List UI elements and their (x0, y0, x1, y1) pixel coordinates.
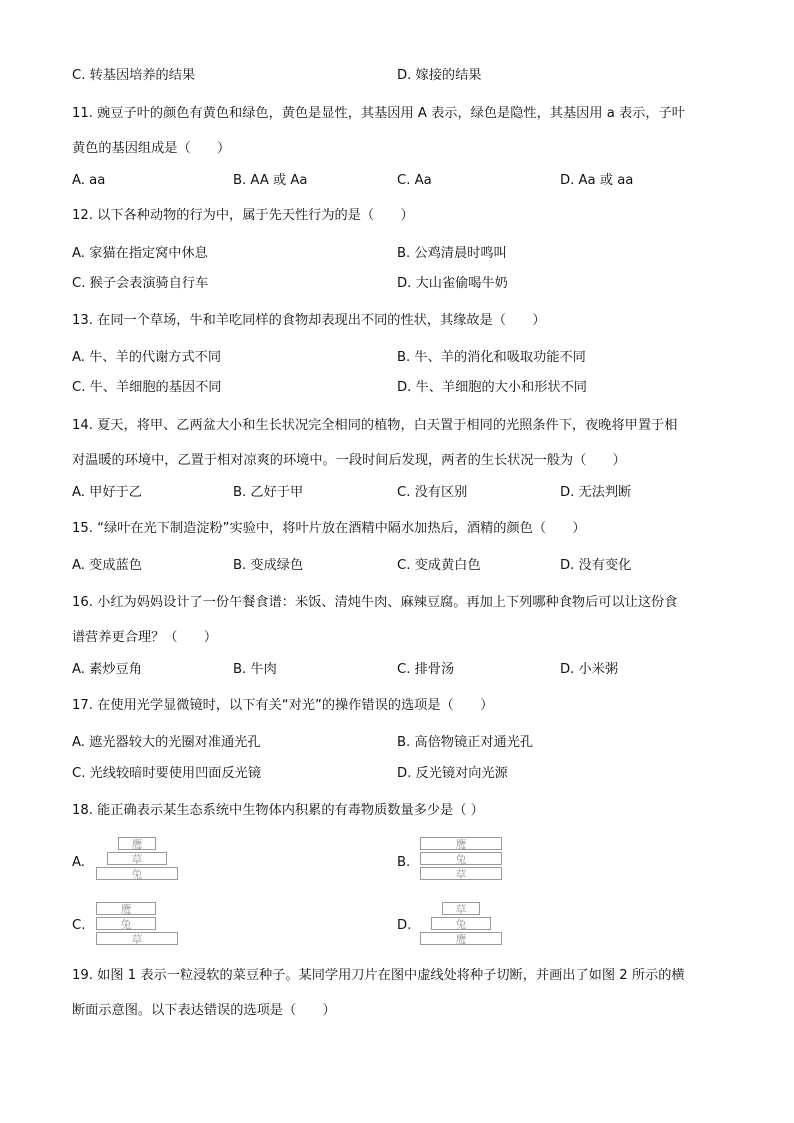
q15-option-d: D. 没有变化 (560, 558, 632, 573)
q12-option-c: C. 猴子会表演骑自行车 (72, 276, 209, 291)
q12-option-d: D. 大山雀偷喝牛奶 (397, 276, 508, 291)
q16-option-c: C. 排骨汤 (397, 662, 455, 677)
q14-option-c: C. 没有区别 (397, 485, 468, 500)
q13-option-d: D. 牛、羊细胞的大小和形状不同 (397, 380, 587, 395)
q18-label-b: B. (397, 855, 411, 870)
q11-option-a: A. aa (72, 173, 106, 188)
pyramid-figure-a (96, 837, 178, 885)
q18-stem: 18. 能正确表示某生态系统中生物体内积累的有毒物质数量多少是（ ） (72, 803, 484, 818)
tier-middle: 兔 (431, 917, 491, 930)
tier-middle: 草 (107, 852, 167, 865)
pyramid-figure-b (420, 837, 502, 885)
q14-option-d: D. 无法判断 (560, 485, 632, 500)
q18-label-d: D. (397, 918, 412, 933)
q14-option-a: A. 甲好于乙 (72, 485, 142, 500)
q11-stem-line1: 11. 豌豆子叶的颜色有黄色和绿色，黄色是显性，其基因用 A 表示，绿色是隐性，其基因用 a 表示，子叶 (72, 106, 685, 121)
q11-option-c: C. Aa (397, 173, 432, 188)
tier-top: 鹰 (420, 837, 502, 850)
tier-bottom: 鹰 (420, 932, 502, 945)
q15-option-a: A. 变成蓝色 (72, 558, 142, 573)
tier-bottom: 草 (96, 932, 178, 945)
q11-option-b: B. AA 或 Aa (233, 173, 308, 188)
q16-option-b: B. 牛肉 (233, 662, 277, 677)
tier-middle: 兔 (96, 917, 156, 930)
q14-stem-line2: 对温暖的环境中，乙置于相对凉爽的环境中。一段时间后发现，两者的生长状况一般为（ ） (72, 453, 626, 468)
q14-stem-line1: 14. 夏天，将甲、乙两盆大小和生长状况完全相同的植物，白天置于相同的光照条件下，夜晚将甲置于相 (72, 418, 678, 433)
q11-option-d: D. Aa 或 aa (560, 173, 634, 188)
q16-stem-line1: 16. 小红为妈妈设计了一份午餐食谱：米饭、清炖牛肉、麻辣豆腐。再加上下列哪种食物后可以让这份食 (72, 595, 678, 610)
tier-top: 鹰 (96, 902, 156, 915)
q12-option-a: A. 家猫在指定窝中休息 (72, 246, 208, 261)
q19-stem-line2: 断面示意图。以下表达错误的选项是（ ） (72, 1003, 336, 1018)
q13-option-a: A. 牛、羊的代谢方式不同 (72, 350, 222, 365)
tier-bottom: 草 (420, 867, 502, 880)
q15-option-c: C. 变成黄白色 (397, 558, 481, 573)
q11-stem-line2: 黄色的基因组成是（ ） (72, 141, 231, 156)
q13-option-b: B. 牛、羊的消化和吸取功能不同 (397, 350, 586, 365)
q16-option-d: D. 小米粥 (560, 662, 619, 677)
q18-label-a: A. (72, 855, 85, 870)
q14-option-b: B. 乙好于甲 (233, 485, 304, 500)
q15-option-b: B. 变成绿色 (233, 558, 304, 573)
tier-bottom: 兔 (96, 867, 178, 880)
tier-middle: 兔 (420, 852, 502, 865)
pyramid-figure-d (420, 902, 502, 948)
q16-option-a: A. 素炒豆角 (72, 662, 142, 677)
q10-option-d: D. 嫁接的结果 (397, 68, 482, 83)
q13-option-c: C. 牛、羊细胞的基因不同 (72, 380, 222, 395)
tier-top: 草 (442, 902, 480, 915)
q12-stem: 12. 以下各种动物的行为中，属于先天性行为的是（ ） (72, 208, 414, 223)
q10-option-c: C. 转基因培养的结果 (72, 68, 196, 83)
q17-option-a: A. 遮光器较大的光圈对准通光孔 (72, 735, 261, 750)
q16-stem-line2: 谱营养更合理？（ ） (72, 630, 218, 645)
q17-option-c: C. 光线较暗时要使用凹面反光镜 (72, 766, 262, 781)
tier-top: 鹰 (118, 837, 156, 850)
q12-option-b: B. 公鸡清晨时鸣叫 (397, 246, 507, 261)
q15-stem: 15. “绿叶在光下制造淀粉”实验中，将叶片放在酒精中隔水加热后，酒精的颜色（ ） (72, 521, 586, 536)
q18-label-c: C. (72, 918, 86, 933)
q13-stem: 13. 在同一个草场，牛和羊吃同样的食物却表现出不同的性状，其缘故是（ ） (72, 313, 546, 328)
q17-option-d: D. 反光镜对向光源 (397, 766, 508, 781)
q17-stem: 17. 在使用光学显微镜时，以下有关“对光”的操作错误的选项是（ ） (72, 698, 494, 713)
q19-stem-line1: 19. 如图 1 表示一粒浸软的菜豆种子。某同学用刀片在图中虚线处将种子切断，并画出了如图 2 所示的横 (72, 968, 685, 983)
q17-option-b: B. 高倍物镜正对通光孔 (397, 735, 534, 750)
pyramid-figure-c (96, 902, 178, 948)
